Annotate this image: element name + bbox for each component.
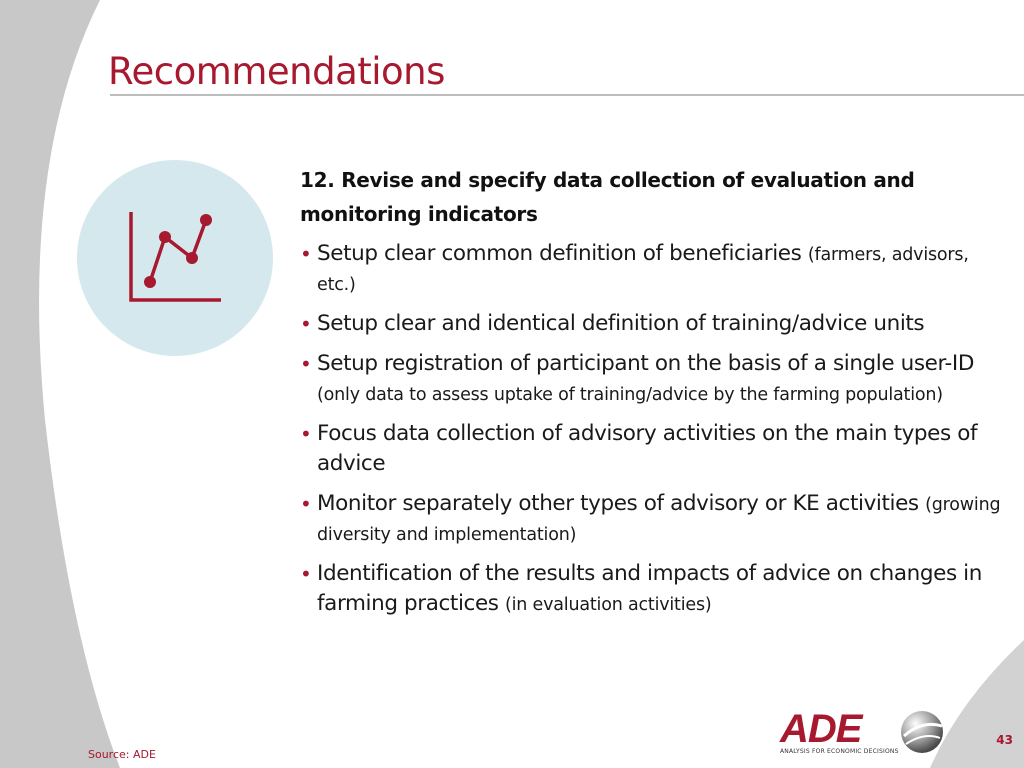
bullet-main-text: Setup registration of participant on the basis of a single user-ID	[317, 351, 975, 376]
page-number: 43	[996, 733, 1013, 747]
title-divider	[110, 94, 1024, 96]
bullet-main-text: Setup clear and identical definition of training/advice units	[317, 311, 925, 336]
bullet-list	[300, 239, 1010, 619]
logo-wordmark: ADE	[780, 707, 862, 751]
bullet-dot-icon: •	[300, 312, 312, 336]
bullet-main-text: Monitor separately other types of advisory or KE activities	[317, 491, 919, 516]
line-chart-icon	[77, 160, 273, 356]
bullet-item	[300, 309, 1010, 339]
bullet-item	[300, 349, 1010, 409]
bullet-item	[300, 489, 1010, 549]
chart-icon-badge	[77, 160, 273, 356]
bullet-detail-text: (in evaluation activities)	[505, 595, 712, 615]
bullet-main-text: Focus data collection of advisory activities on the main types of advice	[317, 421, 978, 476]
bullet-item	[300, 239, 1010, 299]
bullet-dot-icon: •	[300, 422, 312, 446]
logo-tagline: ANALYSIS FOR ECONOMIC DECISIONS	[780, 748, 899, 755]
bullet-dot-icon: •	[300, 242, 312, 266]
bullet-main-text: Identification of the results and impacts of advice on changes in farming practices	[317, 561, 982, 616]
slide-title: Recommendations	[108, 50, 445, 93]
bullet-dot-icon: •	[300, 352, 312, 376]
slide-content	[300, 163, 1010, 629]
bullet-detail-text: (only data to assess uptake of training/advice by the farming population)	[317, 385, 943, 405]
globe-icon	[898, 706, 946, 758]
bullet-main-text: Setup clear common definition of beneficiaries	[317, 241, 802, 266]
bullet-dot-icon: •	[300, 492, 312, 516]
bullet-detail-text: (growing diversity and implementation)	[317, 495, 1001, 545]
source-note: Source: ADE	[88, 748, 156, 761]
bullet-item	[300, 419, 1010, 479]
bullet-detail-text: (farmers, advisors, etc.)	[317, 245, 969, 295]
recommendation-heading: 12. Revise and specify data collection of evaluation and monitoring indicators	[300, 168, 915, 226]
bullet-item	[300, 559, 1010, 619]
bullet-dot-icon: •	[300, 562, 312, 586]
